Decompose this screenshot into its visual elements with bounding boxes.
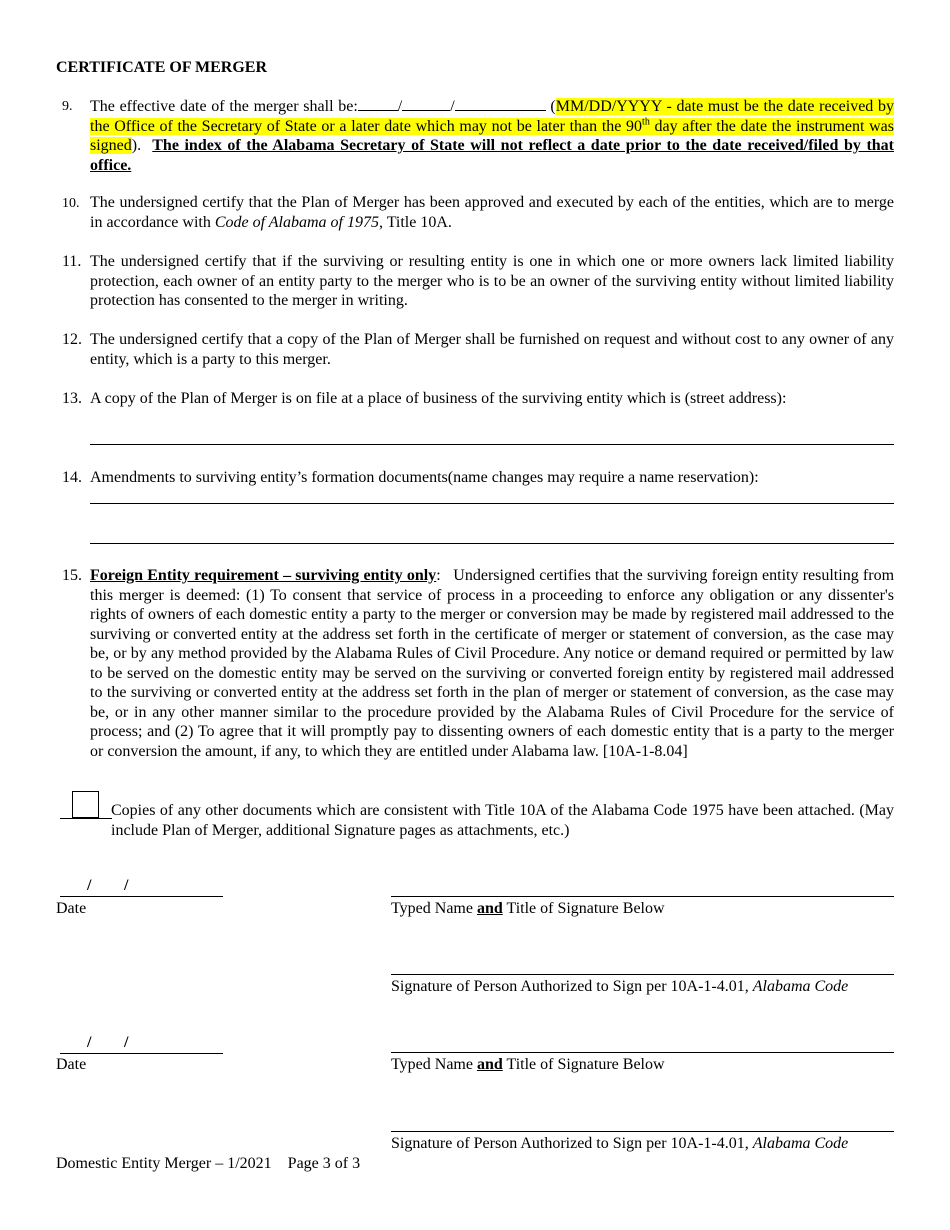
checkbox-underline	[60, 818, 112, 819]
year-blank[interactable]	[455, 96, 546, 111]
index-warning: The index of the Alabama Secretary of State will not reflect a date prior to the date received/filed by that office.	[90, 137, 895, 174]
amendments-line-2[interactable]	[90, 543, 894, 544]
item-number: 10.	[62, 196, 80, 211]
date-field-1[interactable]: / /	[60, 878, 223, 897]
page-title: CERTIFICATE OF MERGER	[56, 59, 268, 76]
date-field-2[interactable]: / /	[60, 1035, 223, 1054]
item-number: 11.	[62, 253, 82, 270]
attachments-checkbox[interactable]	[72, 791, 99, 818]
signature-label-2: Signature of Person Authorized to Sign per 10A-1-4.01, Alabama Code	[391, 1135, 849, 1152]
date-slash: /	[397, 98, 403, 115]
colon: :	[436, 567, 441, 584]
typed-name-label-1: Typed Name and Title of Signature Below	[391, 900, 665, 917]
item-9-intro: The effective date of the merger shall be:	[90, 98, 358, 115]
date-label: Date	[56, 1056, 87, 1073]
item-9	[62, 96, 894, 175]
amendments-line-1[interactable]	[90, 503, 894, 504]
item-15-text: Undersigned certifies that the surviving foreign entity resulting from this merger is deemed: (1) To consent that service of process in a proceeding to enforce any obligation or any dissenter's rights of owners of each domestic entity a party to the merger or conversion may be made by registered mail addressed to the surviving or converted entity at the address set forth in the certificate of merger or statement of conversion, as the case may be, or by any method provided by the Alabama Rules of Civil Procedure. Any notice or demand required or permitted by law to be served on the domestic entity may be served on the surviving or converted foreign entity by registered mail addressed to the surviving or converted entity at the address set forth in the plan of merger or statement of conversion, as the case may be, or in any other manner similar to the procedure provided by the Alabama Rules of Civil Procedure for the service of process; and (2) To agree that it will promptly pay to dissenting owners of each domestic entity that is a party to the merger or conversion the amount, if any, to which they are entitled under Alabama law. [10A-1-8.04]	[90, 567, 895, 760]
highlighted-date-note: MM/DD/YYYY - date must be the date received by the Office of the Secretary of State or a later date which may not be later than the 90th day after the date the instrument was signed	[90, 98, 895, 154]
attachments-text: Copies of any other documents which are consistent with Title 10A of the Alabama Code 1975 have been attached. (May include Plan of Merger, additional Signature pages as attachments, etc.)	[111, 802, 894, 839]
item-number: 9.	[62, 99, 73, 114]
item-number: 12.	[62, 331, 82, 348]
paren: (	[550, 98, 556, 115]
item-10	[62, 193, 894, 232]
date-label: Date	[56, 900, 87, 917]
month-blank[interactable]	[358, 96, 398, 111]
item-11	[62, 252, 894, 311]
item-13-text: A copy of the Plan of Merger is on file at a place of business of the surviving entity which is (street address):	[90, 390, 787, 407]
item-14	[62, 468, 894, 488]
item-12-text: The undersigned certify that a copy of the Plan of Merger shall be furnished on request and without cost to any owner of any entity, which is a party to this merger.	[90, 331, 894, 368]
item-number: 14.	[62, 469, 82, 486]
day-blank[interactable]	[402, 96, 450, 111]
item-14-text: Amendments to surviving entity’s formation documents(name changes may require a name reservation):	[90, 469, 759, 486]
code-citation: Code of Alabama of 1975	[214, 213, 379, 231]
signature-line-2[interactable]	[391, 1131, 894, 1132]
foreign-entity-heading: Foreign Entity requirement – surviving entity only	[90, 567, 437, 584]
item-10-tail: , Title 10A.	[378, 213, 452, 231]
date-slash: /	[450, 98, 455, 115]
typed-name-line-1[interactable]	[391, 896, 894, 897]
signature-line-1[interactable]	[391, 974, 894, 975]
item-12	[62, 330, 894, 369]
page-footer: Domestic Entity Merger – 1/2021 Page 3 of 3	[56, 1155, 361, 1172]
item-10-text: The undersigned certify that the Plan of Merger has been approved and executed by each of the entities, which are to merge in accordance with	[90, 194, 894, 231]
item-number: 15.	[62, 567, 82, 584]
typed-name-line-2[interactable]	[391, 1052, 894, 1053]
street-address-line[interactable]	[90, 444, 894, 445]
signature-label-1: Signature of Person Authorized to Sign per 10A-1-4.01, Alabama Code	[391, 978, 849, 995]
item-13	[62, 389, 894, 409]
item-11-text: The undersigned certify that if the surviving or resulting entity is one in which one or more owners lack limited liability protection, each owner of an entity party to the merger who is to be an owner of the surviving entity without limited liability protection has consented to the merger in writing.	[90, 253, 894, 309]
item-15	[62, 566, 894, 761]
typed-name-label-2: Typed Name and Title of Signature Below	[391, 1056, 665, 1073]
item-number: 13.	[62, 390, 82, 407]
paren: ).	[131, 137, 142, 154]
